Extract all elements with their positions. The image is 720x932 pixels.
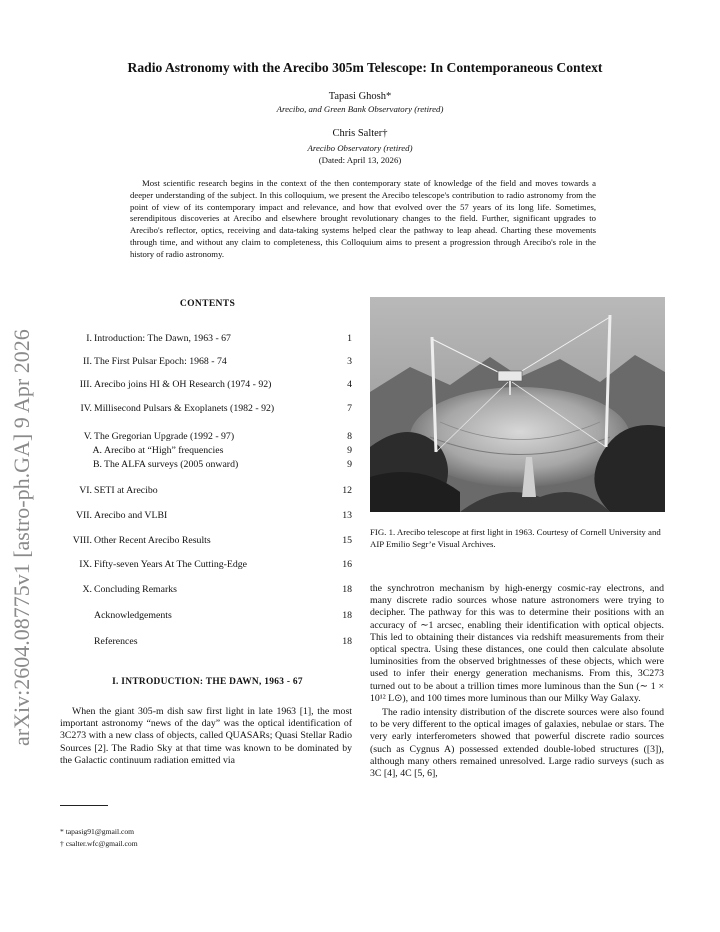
toc-entry-page: 9 (347, 445, 352, 456)
dated-line: (Dated: April 13, 2026) (318, 155, 402, 165)
toc-entry-number: VIII. (72, 535, 92, 546)
toc-entry-number: VI. (79, 485, 92, 496)
toc-entry-number: II. (83, 356, 92, 367)
toc-entry-number: VII. (75, 510, 92, 521)
section-heading: I. INTRODUCTION: THE DAWN, 1963 - 67 (112, 677, 303, 687)
toc-entry[interactable] (60, 459, 352, 473)
toc-entry-label: Concluding Remarks (94, 584, 177, 595)
author-name: Chris Salter† (332, 128, 388, 139)
author-affiliation: Arecibo Observatory (retired) (307, 143, 413, 153)
footnote: † csalter.wfc@gmail.com (60, 839, 138, 848)
toc-entry-page: 4 (347, 379, 352, 390)
toc-entry-page: 18 (342, 584, 352, 595)
toc-entry-label: Fifty-seven Years At The Cutting-Edge (94, 559, 248, 570)
toc-entry-page: 18 (342, 636, 352, 647)
author-affiliation: Arecibo, and Green Bank Observatory (retired) (276, 104, 444, 114)
toc-entry[interactable] (60, 535, 352, 549)
toc-entry[interactable] (60, 333, 352, 347)
toc-entry[interactable] (60, 559, 352, 573)
toc-entry-number: B. (93, 459, 102, 470)
toc-entry-page: 9 (347, 459, 352, 470)
toc-entry-page: 16 (342, 559, 352, 570)
toc-entry-number: V. (83, 431, 92, 442)
toc-entry-label: Millisecond Pulsars & Exoplanets (1982 - 92) (94, 403, 275, 414)
arxiv-identifier: arXiv:2604.08775v1 [astro-ph.GA] 9 Apr 2026 (9, 329, 34, 746)
toc-entry-page: 18 (342, 610, 352, 621)
toc-entry[interactable] (60, 510, 352, 524)
body-paragraph: When the giant 305-m dish saw first light in late 1963 [1], the most important astronomy “news of the day” was the optical identification of 3C273 with a new class of objects, called QUASARs; Quasi Stellar Radio Sources [2]. The Radio Sky at that time was known to be dominated by the Galactic continuum radiation emitted via (60, 706, 352, 766)
toc-entry[interactable] (60, 636, 352, 650)
toc-entry[interactable] (60, 403, 352, 417)
toc-entry[interactable] (60, 610, 352, 624)
paper-title: Radio Astronomy with the Arecibo 305m Telescope: In Contemporaneous Context (127, 60, 603, 75)
toc-entry-label: Other Recent Arecibo Results (94, 535, 211, 546)
toc-entry-page: 8 (347, 431, 352, 442)
figure-caption: FIG. 1. Arecibo telescope at first light in 1963. Courtesy of Cornell University and AIP Emilio Segr’e Visual Archives. (370, 527, 661, 549)
toc-entry-label: Arecibo and VLBI (94, 510, 168, 521)
toc-entry-page: 1 (347, 333, 352, 344)
contents-heading: CONTENTS (179, 298, 236, 309)
toc-entry-number: IV. (80, 403, 92, 414)
toc-entry-label: The ALFA surveys (2005 onward) (104, 459, 239, 470)
footnote-divider (60, 805, 108, 806)
toc-entry-label: The First Pulsar Epoch: 1968 - 74 (94, 356, 227, 367)
body-paragraph: the synchrotron mechanism by high-energy cosmic-ray electrons, and many discrete radio sources whose nature astronomers were trying to decipher. The pathway for this was to determine their positions with an accuracy of ∼1 arcsec, enabling their identification with optical objects. This led to obtaining their distances via redshift measurements from their optical spectra. Using these distances, one could then calculate absolute luminosities from the observed brightnesses of these objects, which were used to infer their energy generation mechanisms. From this, 3C273 turned out to be about a trillion times more luminous than the Sun (∼ 1 × 10¹² L⊙), and 100 times more luminous than our Milky Way Galaxy. (370, 583, 664, 704)
footnote: * tapasig91@gmail.com (60, 827, 135, 836)
abstract: Most scientific research begins in the context of the then contemporary state of knowledge of the field and moves towards a deeper understanding of the subject. In this colloquium, we present the Arecibo telescope's contribution to radio astronomy from the point of view of its contemporary impact and relevance, and how that evolved over the 57 years of its long life. Sometimes, serendipitous discoveries at Arecibo and elsewhere brought revolutionary changes to the field. Further, significant upgrades to Arecibo's reflector, optics, receiving and data-taking systems helped clear the pathway to leap ahead. Charting these movements through time, and without any claim to completeness, this Colloquium aims to present a progression through Arecibo's role in the history of radio astronomy. (130, 178, 596, 259)
arecibo-telescope-photo (370, 297, 665, 512)
toc-entry-label: Arecibo at “High” frequencies (104, 445, 224, 456)
toc-entry[interactable] (60, 379, 352, 393)
toc-entry[interactable] (60, 445, 352, 459)
toc-entry-label: Introduction: The Dawn, 1963 - 67 (94, 333, 231, 344)
toc-entry-number: III. (79, 379, 92, 390)
toc-entry-page: 15 (342, 535, 352, 546)
toc-entry-page: 3 (347, 356, 352, 367)
toc-entry-label: References (94, 636, 138, 647)
right-column-text (370, 583, 664, 782)
toc-entry-label: The Gregorian Upgrade (1992 - 97) (94, 431, 235, 442)
toc-entry-page: 7 (347, 403, 352, 414)
body-paragraph: The radio intensity distribution of the discrete sources were also found to be very different to the optical images of galaxies, nebulae or stars. The very early interferometers showed that powerful discrete radio sources (such as Cygnus A) possessed extended double-lobed structures ([3]), although many others remained unresolved. Large radio surveys (such as 3C [4], 4C [5, 6], (370, 707, 664, 780)
toc-entry-label: Arecibo joins HI & OH Research (1974 - 92) (94, 379, 272, 390)
toc-entry-number: IX. (79, 559, 92, 570)
toc-entry-label: Acknowledgements (94, 610, 172, 621)
toc-entry-label: SETI at Arecibo (94, 485, 158, 496)
toc-entry[interactable] (60, 431, 352, 445)
toc-entry-page: 13 (342, 510, 352, 521)
toc-entry[interactable] (60, 485, 352, 499)
toc-entry-number: I. (86, 333, 92, 344)
toc-entry-number: A. (92, 445, 102, 456)
toc-entry[interactable] (60, 356, 352, 370)
toc-entry-page: 12 (342, 485, 352, 496)
toc-entry-number: X. (82, 584, 92, 595)
author-name: Tapasi Ghosh* (328, 91, 392, 102)
toc-entry[interactable] (60, 584, 352, 598)
